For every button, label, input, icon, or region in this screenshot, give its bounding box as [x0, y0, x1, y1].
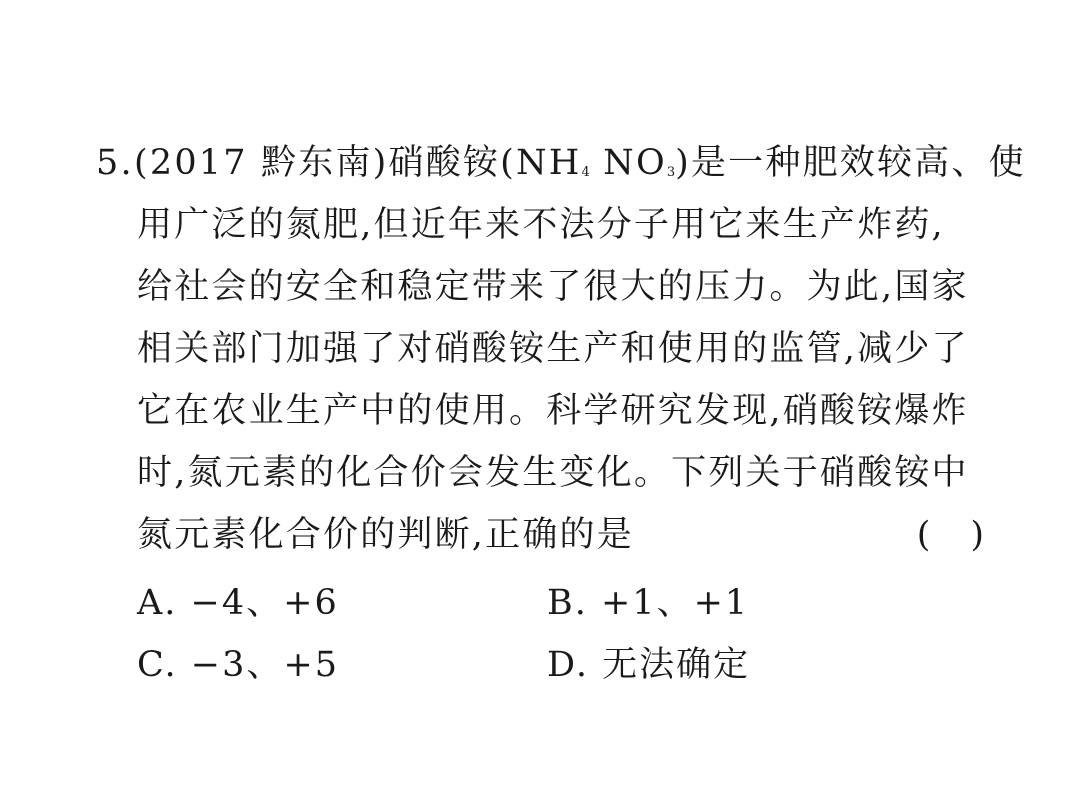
- question-text-pre: (2017 黔东南)硝酸铵(NH: [134, 143, 582, 183]
- option-c[interactable]: C. −3、+5: [137, 645, 339, 685]
- question-line-7: [96, 510, 988, 572]
- question-text-mid: NO: [589, 143, 667, 183]
- subscript-3: 3: [666, 165, 676, 180]
- question-text-post: )是一种肥效较高、使: [675, 143, 1026, 183]
- options-block: [137, 578, 957, 702]
- question-line-3: 给社会的安全和稳定带来了很大的压力。为此,国家: [137, 267, 969, 307]
- question-line-1: [96, 138, 1026, 200]
- subscript-4: 4: [581, 165, 590, 180]
- bracket-close: ): [970, 515, 984, 555]
- question-line-5: 它在农业生产中的使用。科学研究发现,硝酸铵爆炸: [137, 391, 969, 431]
- bracket-open: (: [916, 515, 931, 555]
- question-line-7-text: 氮元素化合价的判断,正确的是: [137, 515, 634, 555]
- question-line-6: 时,氮元素的化合价会发生变化。下列关于硝酸铵中: [137, 453, 969, 493]
- option-a[interactable]: A. −4、+6: [137, 583, 339, 623]
- question-line-4: 相关部门加强了对硝酸铵生产和使用的监管,减少了: [137, 329, 969, 369]
- options-row-1: [137, 578, 957, 640]
- question-number: 5.: [96, 143, 134, 183]
- options-row-2: [137, 640, 957, 702]
- option-b[interactable]: B. +1、+1: [547, 583, 750, 623]
- option-d[interactable]: D. 无法确定: [547, 645, 751, 685]
- question-block: [96, 138, 1026, 572]
- question-line-2: 用广泛的氮肥,但近年来不法分子用它来生产炸药,: [137, 205, 945, 245]
- answer-bracket: [917, 510, 984, 560]
